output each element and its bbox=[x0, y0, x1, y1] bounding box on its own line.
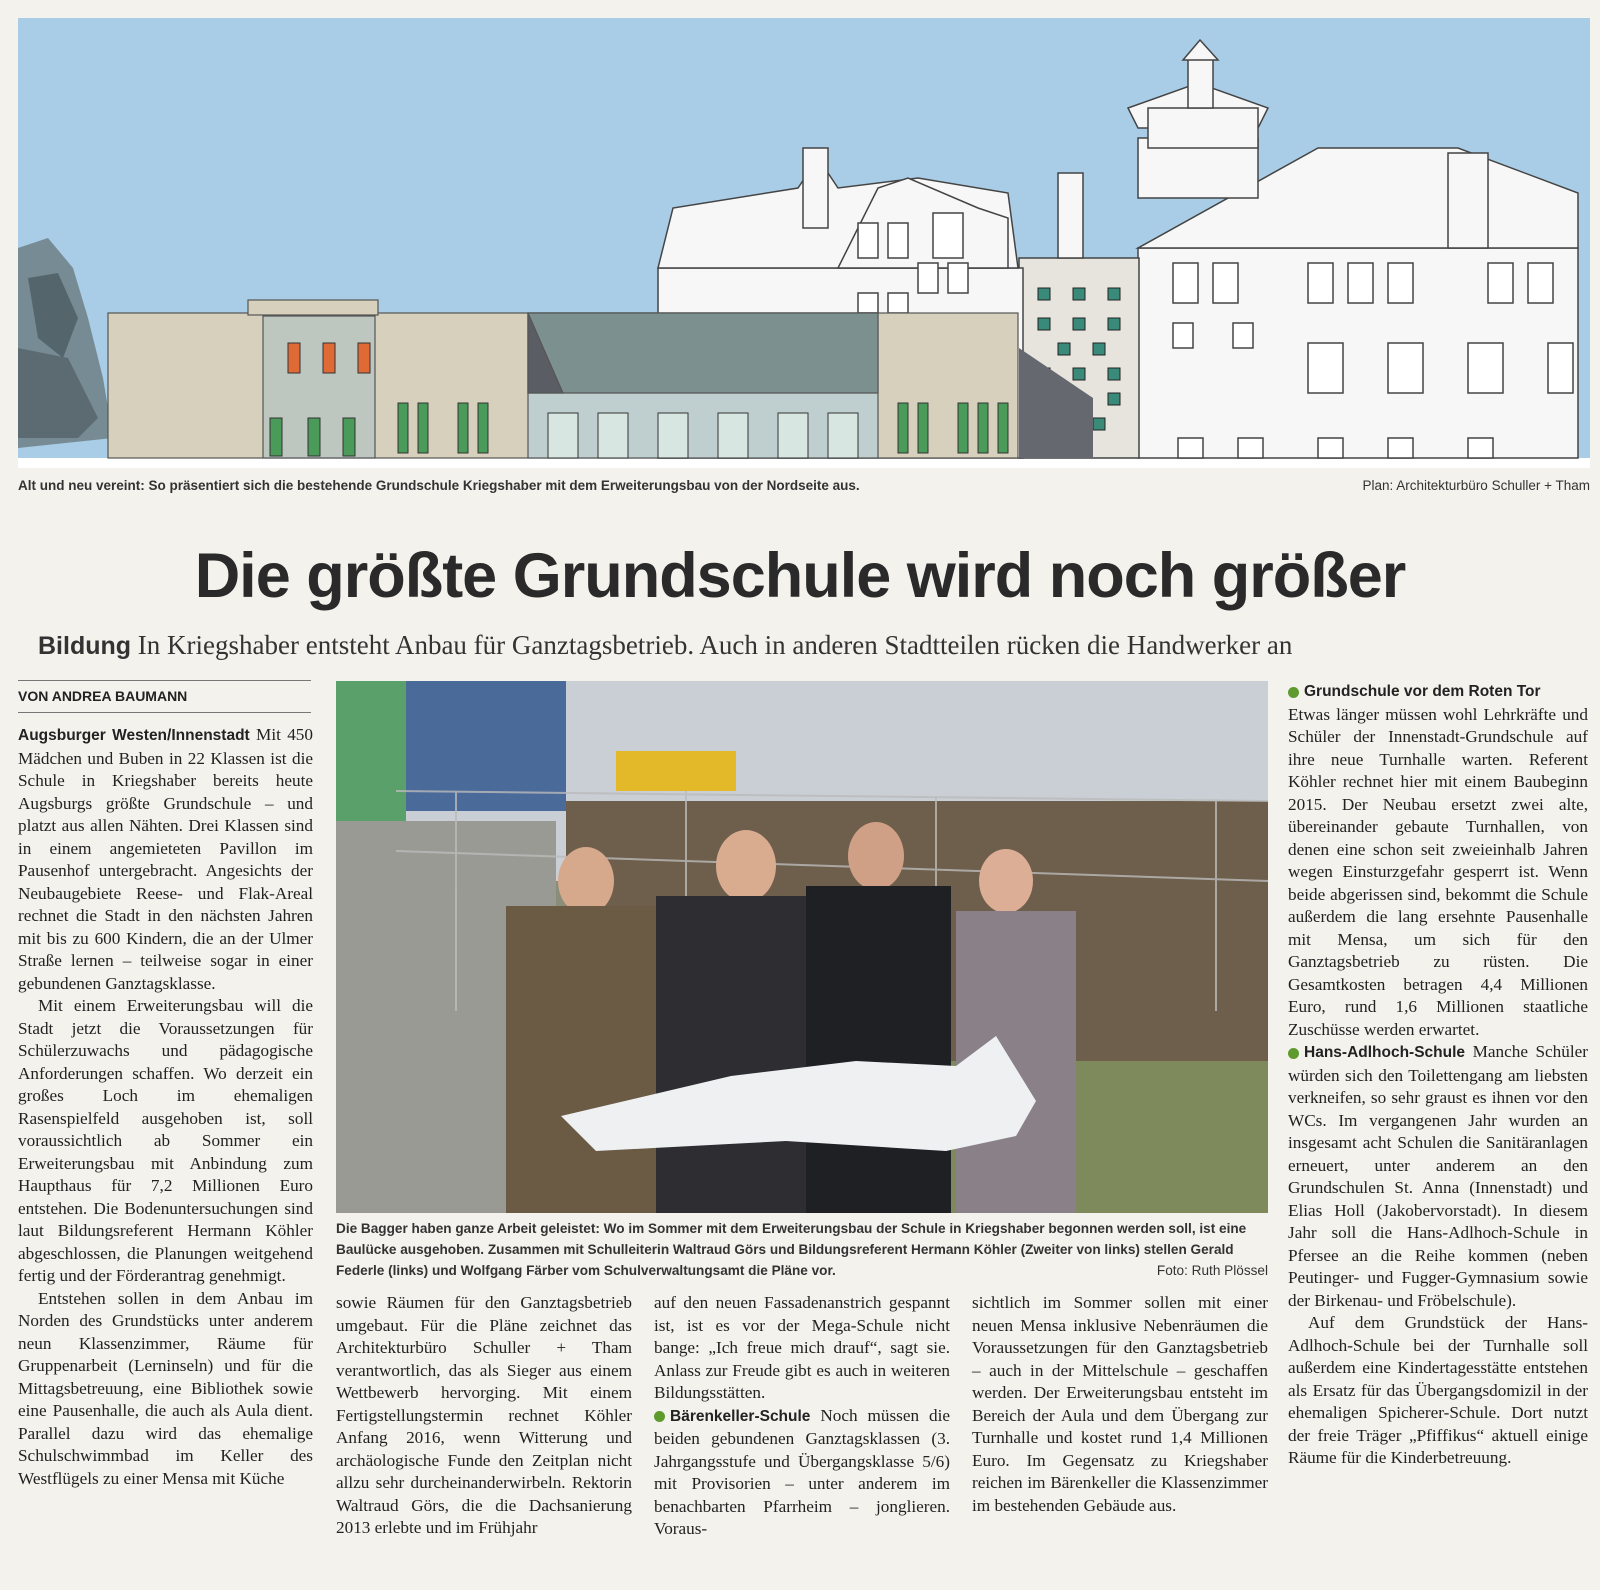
byline: VON ANDREA BAUMANN bbox=[18, 688, 188, 704]
section-heading-baerenkeller: Bärenkeller-Schule bbox=[670, 1407, 811, 1425]
photo-caption bbox=[336, 1218, 1268, 1281]
col2-paragraph: sowie Räumen für den Ganztagsbetrieb umgebaut. Für die Pläne zeichnet das Architekturbüro Schuller + Tham verantwortlich, das als Sieger aus einem Wettbewerb hervorging. Mit einem Fertigstellungstermin rechnet Köhler Anfang 2016, wenn Witterung und archäologische Funde den Zeitplan nicht allzu sehr durcheinanderwirbeln. Rektorin Waltraud Görs, die die Dachsanierung 2013 erlebte und im Frühjahr bbox=[336, 1293, 632, 1537]
top-image-caption bbox=[18, 478, 1590, 493]
col1-paragraph-3: Entstehen sollen in dem Anbau im Norden des Grundstücks unter anderem neun Klassenzimmer, Räume für Gruppenarbeit (Lerninseln) und für die Mittagsbetreuung, eine Bibliothek sowie eine Pausenhalle, die auch als Aula dient. Parallel dazu wird das ehemalige Schulschwimmbad im Keller des Westflügels zu einer Mensa mit Küche bbox=[18, 1288, 313, 1488]
photo-credit: Foto: Ruth Plössel bbox=[1156, 1263, 1268, 1278]
bullet-dot-icon bbox=[654, 1411, 665, 1422]
architectural-rendering bbox=[18, 18, 1590, 468]
section-heading-adlhoch: Hans-Adlhoch-Schule bbox=[1304, 1044, 1466, 1061]
byline-rule-top bbox=[18, 680, 311, 681]
building-elevation-drawing bbox=[18, 18, 1590, 468]
col4-paragraph: sichtlich im Sommer sollen mit einer neuen Mensa inklusive Nebenräumen die Voraussetzungen für den Ganztagsbetrieb – auch in der Mittelschule – geschaffen werden. Der Erweiterungsbau entsteht im Bereich der Aula und dem Übergang zur Turnhalle und kostet rund 1,4 Millionen Euro. Im Gegensatz zu Kriegshaber reichen im Bärenkeller die Klassenzimmer im bestehenden Gebäude aus. bbox=[972, 1293, 1268, 1515]
col3-paragraph-2: Noch müssen die beiden gebundenen Ganztagsklassen (3. Jahrgangsstufe und Übergangsklasse 5/6) mit Provisorien – unter anderem im benachbarten Pfarrheim – jonglieren. Voraus- bbox=[654, 1405, 950, 1538]
col1-paragraph-1: Mit 450 Mädchen und Buben in 22 Klassen ist die Schule in Kriegshaber bereits heute Augsburgs größte Grundschule – und platzt aus allen Nähten. Drei Klassen sind in einem angemieteten Pavillon im Pausenhof untergebracht. Angesichts der Neubaugebiete Reese- und Flak-Areal rechnet die Stadt in den nächsten Jahren mit bis zu 600 Kindern, die an der Ulmer Straße lernen – teilweise sogar in einer gebundenen Ganztagsklasse. bbox=[18, 725, 313, 993]
article-column-3 bbox=[654, 1292, 950, 1541]
bullet-dot-icon bbox=[1288, 687, 1299, 698]
dateline: Augsburger Westen/Innenstadt bbox=[18, 727, 250, 744]
group-photo bbox=[336, 681, 1268, 1213]
col5-paragraph-3: Auf dem Grundstück der Hans-Adlhoch-Schule bei der Turnhalle soll außerdem eine Kindertagesstätte entstehen als Ersatz für das Übergangsdomizil in der ehemaligen Spicherer-Schule. Dort nutzt der freie Träger „Pfiffikus“ aktuell einige Räume für die Kinderbetreuung. bbox=[1288, 1313, 1588, 1467]
top-caption-credit: Plan: Architekturbüro Schuller + Tham bbox=[1362, 478, 1590, 493]
photo-caption-text: Die Bagger haben ganze Arbeit geleistet: Wo im Sommer mit dem Erweiterungsbau der Schule in Kriegshaber begonnen werden soll, ist eine Baulücke ausgehoben. Zusammen mit Schulleiterin Waltraud Görs und Bildungsreferent Hermann Köhler (Zweiter von links) stellen Gerald Federle (links) und Wolfgang Färber vom Schulverwaltungsamt die Pläne vor. bbox=[336, 1221, 1247, 1278]
col1-paragraph-2: Mit einem Erweiterungsbau will die Stadt jetzt die Voraussetzungen für Schülerzuwachs und pädagogische Anforderungen schaffen. Wo derzeit ein großes Loch im ehemaligen Rasenspielfeld ausgehoben ist, soll voraussichtlich ab Sommer ein Erweiterungsbau mit Anbindung zum Haupthaus für 7,2 Millionen Euro entstehen. Die Bodenuntersuchungen sind laut Bildungsreferent Hermann Köhler abgeschlossen, die Planungen weitgehend fertig und der Förderantrag genehmigt. bbox=[18, 996, 313, 1285]
subhead-text: In Kriegshaber entsteht Anbau für Ganztagsbetrieb. Auch in anderen Stadtteilen rücken die Handwerker an bbox=[137, 630, 1293, 660]
article-column-4 bbox=[972, 1292, 1268, 1517]
construction-site-photo bbox=[336, 681, 1268, 1213]
article-column-2 bbox=[336, 1292, 632, 1540]
col3-paragraph-1: auf den neuen Fassadenanstrich gespannt ist, ist es vor der Mega-Schule nicht bange: „Ich freue mich drauf“, sagt sie. Anlass zur Freude gibt es auch in weiteren Bildungsstätten. bbox=[654, 1293, 950, 1402]
col5-paragraph-1: Etwas länger müssen wohl Lehrkräfte und Schüler der Innenstadt-Grundschule auf ihre neue Turnhalle warten. Referent Köhler rechnet hier mit einem Baubeginn 2015. Der Neubau ersetzt zwei alte, übereinander gebaute Turnhallen, von denen eine schon seit zweieinhalb Jahren wegen Einsturzgefahr gesperrt ist. Wenn beide abgerissen sind, bekommt die Schule außerdem die lang ersehnte Pausenhalle mit Mensa, um sich für den Ganztagsbetrieb zu rüsten. Die Gesamtkosten betragen 4,4 Millionen Euro, rund 1,6 Millionen staatliche Zuschüsse werden erwartet. bbox=[1288, 704, 1588, 1039]
article-column-1 bbox=[18, 724, 313, 1490]
section-heading-roter-tor: Grundschule vor dem Roten Tor bbox=[1304, 683, 1541, 700]
col5-paragraph-2: Manche Schüler würden sich den Toilettengang am liebsten verkneifen, so sehr graust es ihnen vor den WCs. Im vergangenen Jahr wurden an insgesamt acht Schulen die Sanitäranlagen erneuert, unter anderem an den Grundschulen St. Anna (Innenstadt) und Elias Holl (Jakobervorstadt). In diesem Jahr soll die Hans-Adlhoch-Schule in Pfersee an die Reihe kommen (neben Peutinger- und Fugger-Gymnasium sowie der Birkenau- und Fröbelschule). bbox=[1288, 1042, 1588, 1310]
headline: Die größte Grundschule wird noch größer bbox=[194, 541, 1406, 611]
bullet-dot-icon bbox=[1288, 1048, 1299, 1059]
article-column-5 bbox=[1288, 680, 1588, 1470]
subhead-kicker: Bildung bbox=[38, 632, 132, 660]
subheadline bbox=[38, 630, 1598, 661]
tree-illustration bbox=[18, 238, 113, 448]
byline-rule-bottom bbox=[18, 712, 311, 713]
top-caption-text: Alt und neu vereint: So präsentiert sich die bestehende Grundschule Kriegshaber mit dem Erweiterungsbau von der Nordseite aus. bbox=[18, 478, 860, 493]
